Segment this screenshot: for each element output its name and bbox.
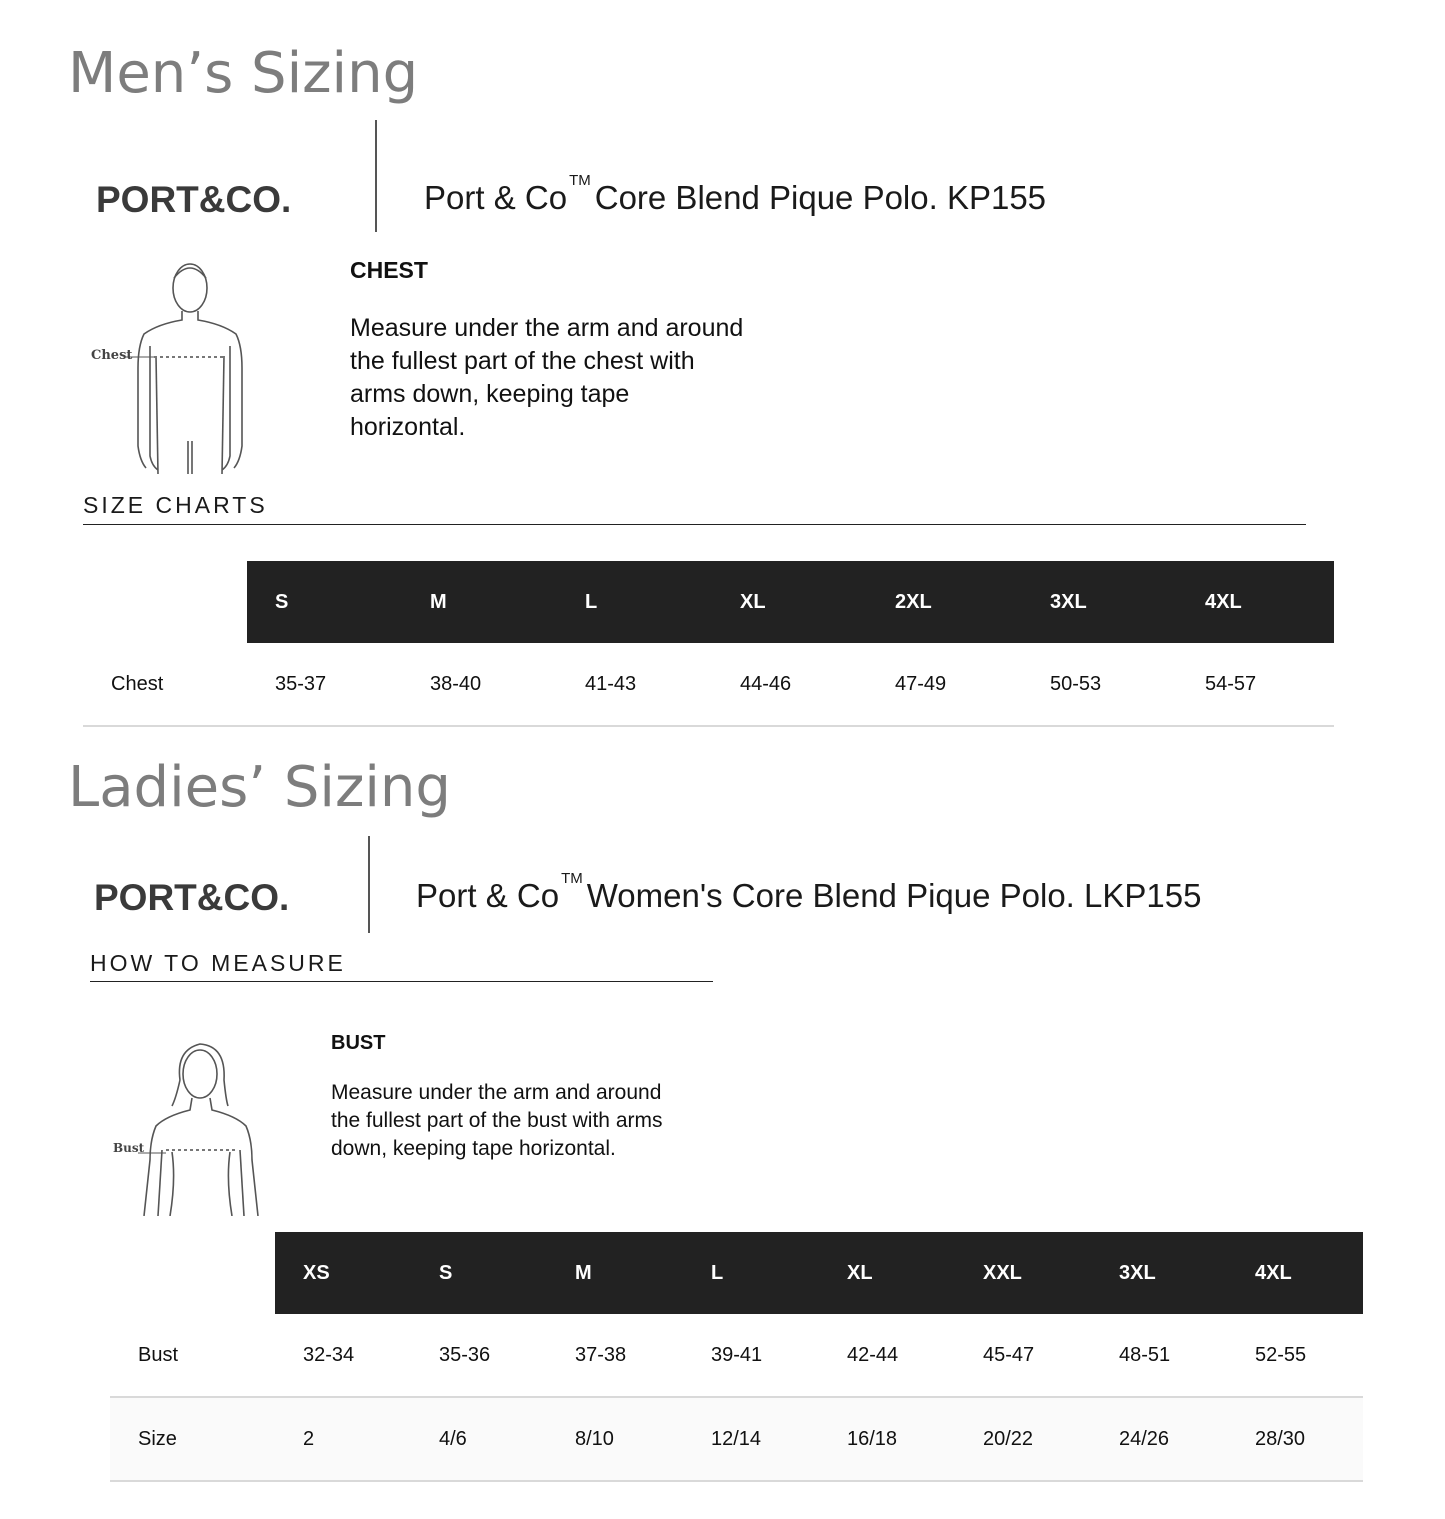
mens-logo-divider [375, 120, 377, 232]
mens-size-header: 2XL [867, 561, 1022, 643]
mens-size-header: XL [712, 561, 867, 643]
ladies-size-header: S [411, 1232, 547, 1314]
ladies-product-name-2: Women's Core Blend Pique Polo. LKP155 [586, 877, 1202, 914]
ladies-size-header: L [683, 1232, 819, 1314]
mens-size-table [83, 561, 1334, 727]
chest-figure-label: Chest [91, 348, 133, 363]
table-cell: 8/10 [547, 1397, 683, 1481]
ladies-measure-title: BUST [331, 1032, 386, 1054]
table-cell: 47-49 [867, 643, 1022, 726]
mens-size-header-row [83, 561, 1334, 643]
table-cell: 35-36 [411, 1314, 547, 1397]
mens-section-rule [83, 524, 1306, 525]
table-cell: 50-53 [1022, 643, 1177, 726]
mens-size-header: 4XL [1177, 561, 1334, 643]
mens-size-header: L [557, 561, 712, 643]
table-cell: 12/14 [683, 1397, 819, 1481]
ladies-size-header: M [547, 1232, 683, 1314]
ladies-header-corner [110, 1232, 275, 1314]
table-cell: 52-55 [1227, 1314, 1363, 1397]
mens-product-title [424, 172, 1047, 216]
table-row [110, 1397, 1363, 1481]
mens-product-name-1: Port & Co [424, 179, 568, 216]
table-cell: 16/18 [819, 1397, 955, 1481]
ladies-heading: Ladies’ Sizing [68, 755, 451, 820]
mens-brand-logo: PORT&CO. [96, 179, 292, 220]
table-cell: 44-46 [712, 643, 867, 726]
ladies-section-rule [90, 981, 713, 982]
female-figure-illustration [110, 1040, 270, 1216]
mens-header-corner [83, 561, 247, 643]
table-cell: 48-51 [1091, 1314, 1227, 1397]
ladies-how-to-measure-label: HOW TO MEASURE [90, 950, 346, 976]
table-cell: 54-57 [1177, 643, 1334, 726]
table-cell: 32-34 [275, 1314, 411, 1397]
row-label: Bust [110, 1314, 275, 1397]
ladies-size-header-row [110, 1232, 1363, 1314]
table-cell: 45-47 [955, 1314, 1091, 1397]
bust-figure-label: Bust [113, 1141, 145, 1155]
row-label: Size [110, 1397, 275, 1481]
male-figure-illustration [88, 256, 258, 474]
ladies-trademark: TM [561, 870, 583, 887]
ladies-measure-text: Measure under the arm and around the fullest part of the bust with arms down, keeping tape horizontal. [331, 1081, 663, 1160]
table-cell: 42-44 [819, 1314, 955, 1397]
ladies-size-header: XS [275, 1232, 411, 1314]
mens-trademark: TM [569, 172, 591, 189]
mens-measure-title: CHEST [350, 257, 428, 283]
ladies-size-table [110, 1232, 1363, 1482]
mens-size-header: M [402, 561, 557, 643]
ladies-size-header: XXL [955, 1232, 1091, 1314]
ladies-size-header: XL [819, 1232, 955, 1314]
ladies-brand-logo: PORT&CO. [94, 877, 290, 918]
table-cell: 28/30 [1227, 1397, 1363, 1481]
ladies-logo-divider [368, 836, 370, 933]
table-cell: 37-38 [547, 1314, 683, 1397]
table-cell: 35-37 [247, 643, 402, 726]
mens-size-header: 3XL [1022, 561, 1177, 643]
mens-size-charts-label: SIZE CHARTS [83, 492, 268, 518]
table-cell: 20/22 [955, 1397, 1091, 1481]
ladies-product-name-1: Port & Co [416, 877, 560, 914]
table-cell: 2 [275, 1397, 411, 1481]
table-cell: 41-43 [557, 643, 712, 726]
mens-measure-text: Measure under the arm and around the fullest part of the chest with arms down, keeping tape horizontal. [350, 314, 744, 441]
mens-product-name-2: Core Blend Pique Polo. KP155 [594, 179, 1047, 216]
table-cell: 4/6 [411, 1397, 547, 1481]
ladies-size-header: 3XL [1091, 1232, 1227, 1314]
mens-size-header: S [247, 561, 402, 643]
ladies-product-title [416, 870, 1202, 914]
table-cell: 39-41 [683, 1314, 819, 1397]
table-row [110, 1314, 1363, 1397]
table-cell: 24/26 [1091, 1397, 1227, 1481]
mens-heading: Men’s Sizing [68, 41, 419, 106]
row-label: Chest [83, 643, 247, 726]
table-cell: 38-40 [402, 643, 557, 726]
table-row [83, 643, 1334, 726]
ladies-size-header: 4XL [1227, 1232, 1363, 1314]
